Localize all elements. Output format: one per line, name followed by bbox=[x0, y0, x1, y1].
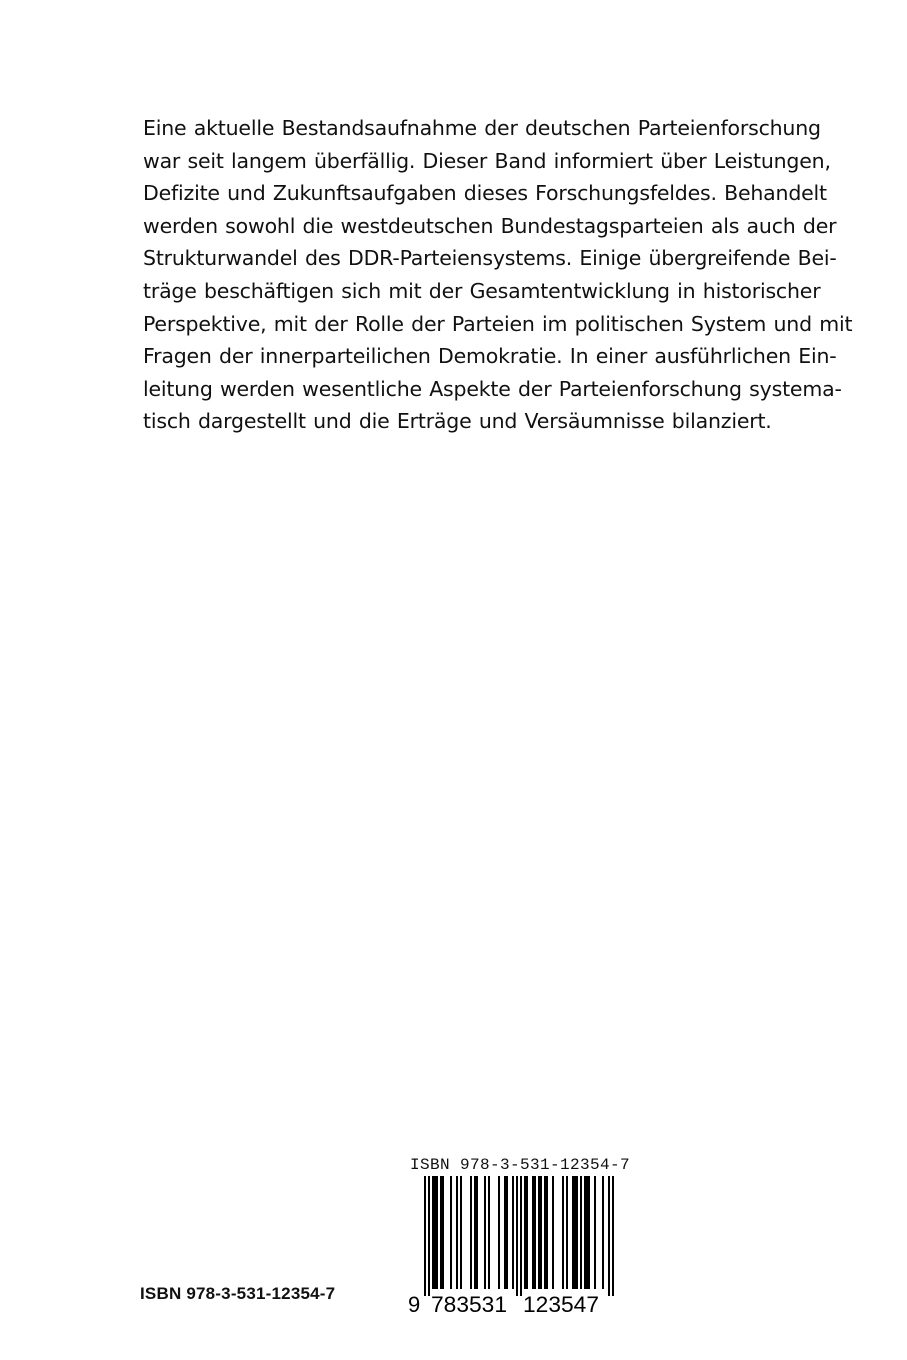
barcode-first-digit: 9 bbox=[408, 1292, 421, 1316]
isbn-barcode bbox=[400, 1156, 630, 1316]
barcode-guard-bar bbox=[424, 1176, 426, 1296]
barcode-left-digits: 783531 bbox=[431, 1292, 507, 1316]
barcode-bar bbox=[440, 1176, 442, 1289]
barcode-bar bbox=[534, 1176, 536, 1289]
barcode-bar bbox=[436, 1176, 438, 1289]
barcode-bar bbox=[470, 1176, 472, 1289]
barcode-bar bbox=[546, 1176, 548, 1289]
blurb-line: Strukturwandel des DDR-Parteiensystems. Einige übergreifende Bei- bbox=[143, 246, 837, 271]
barcode-bar bbox=[586, 1176, 588, 1289]
barcode-bar bbox=[442, 1176, 444, 1289]
barcode-bar bbox=[552, 1176, 554, 1289]
barcode-bar bbox=[540, 1176, 542, 1289]
barcode-bar bbox=[566, 1176, 568, 1289]
barcode-bar bbox=[484, 1176, 486, 1289]
barcode-bar bbox=[532, 1176, 534, 1289]
blurb-line: Fragen der innerparteilichen Demokratie. In einer ausführlichen Ein- bbox=[143, 344, 837, 369]
barcode-guard-bar bbox=[516, 1176, 518, 1296]
blurb-line: Perspektive, mit der Rolle der Parteien im politischen System und mit bbox=[143, 311, 853, 336]
barcode-bar bbox=[526, 1176, 528, 1289]
barcode-bar bbox=[524, 1176, 526, 1289]
isbn-label: ISBN 978-3-531-12354-7 bbox=[140, 1284, 336, 1303]
barcode-bar bbox=[588, 1176, 590, 1289]
barcode-bar bbox=[488, 1176, 490, 1289]
barcode-bar bbox=[476, 1176, 478, 1289]
barcode-bar bbox=[506, 1176, 508, 1289]
barcode-bar bbox=[594, 1176, 596, 1289]
barcode-bar bbox=[450, 1176, 452, 1289]
blurb-line: tisch dargestellt und die Erträge und Versäumnisse bilanziert. bbox=[143, 409, 772, 434]
barcode-right-digits: 123547 bbox=[523, 1292, 599, 1316]
barcode-bar bbox=[602, 1176, 604, 1289]
blurb-line: träge beschäftigen sich mit der Gesamtentwicklung in historischer bbox=[143, 278, 821, 303]
barcode-bar bbox=[574, 1176, 576, 1289]
barcode-bars bbox=[400, 1156, 630, 1316]
barcode-bar bbox=[584, 1176, 586, 1289]
blurb-line: Defizite und Zukunftsaufgaben dieses Forschungsfeldes. Behandelt bbox=[143, 181, 827, 206]
barcode-guard-bar bbox=[608, 1176, 610, 1296]
barcode-bar bbox=[580, 1176, 582, 1289]
blurb-line: werden sowohl die westdeutschen Bundestagsparteien als auch der bbox=[143, 213, 837, 238]
barcode-bar bbox=[512, 1176, 514, 1289]
barcode-guard-bar bbox=[428, 1176, 430, 1296]
blurb-line: war seit langem überfällig. Dieser Band informiert über Leistungen, bbox=[143, 148, 831, 173]
barcode-bar bbox=[504, 1176, 506, 1289]
blurb-line: leitung werden wesentliche Aspekte der Parteienforschung systema- bbox=[143, 376, 842, 401]
barcode-bar bbox=[572, 1176, 574, 1289]
barcode-isbn-text: ISBN 978-3-531-12354-7 bbox=[410, 1156, 631, 1174]
barcode-bar bbox=[460, 1176, 462, 1289]
barcode-guard-bar bbox=[520, 1176, 522, 1296]
barcode-bar bbox=[456, 1176, 458, 1289]
barcode-bar bbox=[474, 1176, 476, 1289]
barcode-bar bbox=[498, 1176, 500, 1289]
barcode-bar bbox=[544, 1176, 546, 1289]
barcode-bar bbox=[432, 1176, 434, 1289]
barcode-bar bbox=[538, 1176, 540, 1289]
barcode-bar bbox=[576, 1176, 578, 1289]
barcode-bar bbox=[562, 1176, 564, 1289]
barcode-guard-bar bbox=[612, 1176, 614, 1296]
barcode-bar bbox=[434, 1176, 436, 1289]
back-cover-blurb bbox=[143, 112, 853, 438]
blurb-line: Eine aktuelle Bestandsaufnahme der deutschen Parteienforschung bbox=[143, 116, 821, 140]
